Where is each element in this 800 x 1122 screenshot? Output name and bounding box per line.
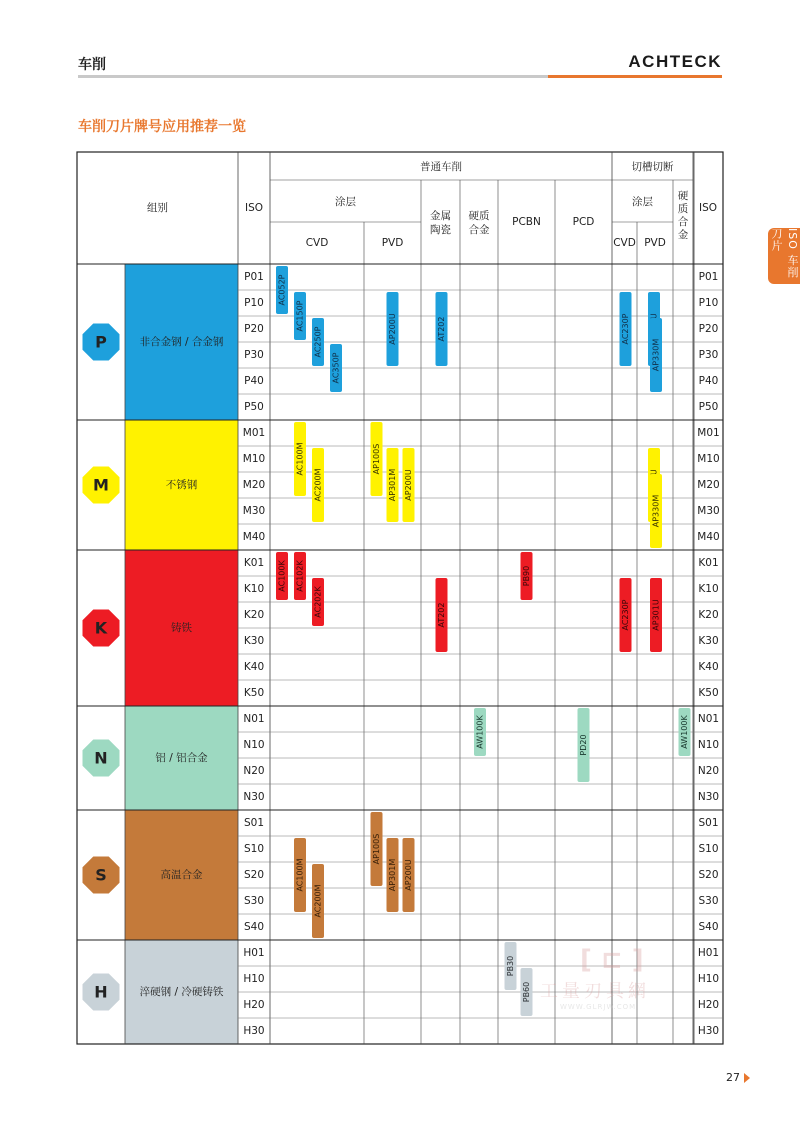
iso-code-left: S01 [243,817,265,829]
grade-bar [371,422,383,496]
grade-label: AW100K [680,715,689,749]
iso-code-right: N20 [697,765,720,777]
grade-label: PB30 [506,955,515,977]
grade-bar [276,266,288,314]
iso-code-right: S01 [698,817,719,829]
group-letter: K [94,618,108,638]
iso-code-right: P01 [698,271,719,283]
grade-label: AC102K [295,560,305,592]
group-name: 不锈钢 [165,479,198,491]
header-pcd: PCD [572,216,595,228]
grade-bar [312,448,324,522]
iso-code-left: M30 [242,505,266,517]
iso-code-left: K20 [243,609,265,621]
iso-code-left: P20 [244,323,264,335]
header-grooving-carbide: 金 [677,229,689,241]
iso-code-left: M10 [242,453,266,465]
iso-code-left: N10 [243,739,265,751]
header-pvd: PVD [381,237,404,249]
iso-code-left: P30 [244,349,264,361]
grade-label: AC230P [621,599,630,631]
grade-label: AC052P [277,274,287,306]
group-letter: N [94,748,108,768]
iso-code-right: P20 [698,323,719,335]
grade-bar [387,838,399,912]
grade-bar [650,474,662,548]
grade-bar [294,292,306,340]
iso-code-left: M20 [242,479,266,491]
brand-logo: ACHTECK [628,52,722,71]
grade-bar [294,422,306,496]
grade-label: AP100S [372,833,381,865]
header-general-turning: 普通车削 [420,161,462,173]
grade-bar [436,578,448,652]
grade-label: AP301U [651,599,661,631]
grade-bar [403,838,415,912]
page-title: 车削刀片牌号应用推荐一览 [78,119,246,135]
grade-label: AT202 [437,316,446,342]
iso-code-right: S20 [698,869,719,881]
header-grooving: 切槽切断 [631,161,674,173]
iso-code-left: H01 [243,947,265,959]
iso-code-right: H01 [697,947,720,959]
grade-bar [620,578,632,652]
group-letter: H [94,982,108,1002]
grade-bar [521,552,533,600]
header-grooving-pvd: PVD [644,237,666,249]
iso-code-right: M01 [697,427,720,439]
grade-bar [620,292,632,366]
iso-code-right: K20 [698,609,719,621]
iso-code-right: N30 [697,791,720,803]
grade-label: PB90 [522,565,531,587]
grade-bar [276,552,288,600]
header-carbide: 合金 [468,224,490,236]
iso-code-right: P50 [698,401,719,413]
grade-bar [371,812,383,886]
watermark [520,945,700,1015]
group-letter: M [93,475,109,495]
iso-code-left: S10 [243,843,265,855]
grade-bar [294,838,306,912]
grade-label: AC250P [313,326,323,358]
grade-label: AP330M [651,338,661,372]
iso-code-left: K01 [243,557,265,569]
iso-code-right: P10 [698,297,719,309]
grade-bar [312,864,324,938]
grade-label: AP200U [404,469,413,501]
iso-code-right: S40 [698,921,719,933]
grade-bar [294,552,306,600]
iso-code-right: H30 [697,1025,720,1037]
iso-code-left: K10 [243,583,265,595]
group-name: 淬硬钢 / 冷硬铸铁 [139,986,224,998]
iso-code-right: M30 [697,505,720,517]
grade-label: AC350P [331,352,341,384]
header-cermet: 陶瓷 [430,224,451,236]
grade-bar [387,292,399,366]
iso-code-right: N01 [697,713,720,725]
header-iso-right: ISO [698,202,718,214]
iso-code-right: K30 [698,635,719,647]
header-grooving-carbide: 质 [677,203,689,215]
grade-label: PD20 [579,734,588,756]
grade-label: AT202 [437,602,446,628]
watermark-url: WWW.GLRJW.COM [560,1003,637,1011]
grade-label: AC200M [313,468,323,502]
grade-label: AW100K [475,715,485,749]
header-grooving-coating: 涂层 [632,196,653,208]
group-letter: S [95,865,107,885]
header-group: 组别 [147,202,168,214]
iso-code-left: S30 [243,895,265,907]
grade-bar [403,448,415,522]
grade-bar [312,318,324,366]
grade-bar [330,344,342,392]
grade-label: PB60 [522,981,531,1003]
grade-bar [387,448,399,522]
grade-bar [679,708,691,756]
iso-code-right: K01 [698,557,719,569]
iso-code-left: P50 [244,401,264,413]
iso-code-left: K30 [243,635,265,647]
group-name: 铸铁 [171,622,192,634]
header-grooving-carbide: 硬 [677,190,689,202]
iso-code-left: K40 [243,661,265,673]
iso-code-left: H10 [243,973,265,985]
iso-code-right: H10 [697,973,720,985]
iso-code-right: M10 [697,453,720,465]
grade-bar [578,708,590,782]
next-page-arrow-icon[interactable] [744,1073,750,1083]
grade-label: AC150P [295,300,305,332]
iso-code-right: M40 [697,531,720,543]
side-tab-label: ISO 车削刀片 [770,228,799,279]
grade-label: AP200U [388,313,397,345]
iso-code-left: M40 [242,531,266,543]
group-name: 非合金钢 / 合金钢 [139,336,224,348]
iso-code-right: M20 [697,479,720,491]
page-number: 27 [726,1071,740,1084]
header-carbide: 硬质 [468,210,490,222]
iso-code-right: H20 [697,999,720,1011]
iso-code-left: S20 [243,869,265,881]
iso-code-left: H20 [243,999,265,1011]
header-grooving-carbide: 合 [677,216,689,228]
watermark-logo-icon: [ ⊏ ] [580,945,644,975]
header-pcbn: PCBN [512,216,541,228]
header-cermet: 金属 [430,210,451,222]
grade-label: AP200U [404,859,413,891]
iso-code-left: P10 [244,297,264,309]
grade-label: AP301M [388,858,397,892]
grade-bar [312,578,324,626]
group-name: 高温合金 [160,869,203,881]
grade-label: AP301M [388,468,397,502]
iso-code-left: P01 [244,271,264,283]
header-iso-left: ISO [244,202,264,214]
iso-code-left: S40 [243,921,265,933]
iso-code-left: K50 [243,687,265,699]
iso-code-right: S30 [698,895,719,907]
grade-bar [650,318,662,392]
grade-bar [505,942,517,990]
iso-code-right: P40 [698,375,719,387]
iso-code-right: S10 [698,843,719,855]
section-title: 车削 [78,57,106,73]
header-cvd: CVD [305,237,329,249]
iso-code-left: N20 [243,765,265,777]
iso-code-left: N01 [243,713,265,725]
grade-bar [650,578,662,652]
grade-label: AP330M [651,494,661,528]
iso-code-right: N10 [697,739,720,751]
iso-code-right: K10 [698,583,719,595]
iso-code-right: K40 [698,661,719,673]
watermark-text: 工量刃具網 [540,981,650,1002]
group-letter: P [95,332,107,352]
grade-bar [474,708,486,756]
grade-label: AC230P [621,313,630,345]
grade-label: AC100M [295,442,305,476]
header-coating: 涂层 [335,196,356,208]
iso-code-left: N30 [243,791,265,803]
grade-label: AC100K [277,560,287,592]
grade-label: AC202K [313,586,323,618]
grade-label: AC200M [313,884,323,918]
grade-label: AP100S [372,443,381,475]
iso-code-right: K50 [698,687,719,699]
grade-label: AC100M [295,858,305,892]
grade-bar [436,292,448,366]
iso-code-left: P40 [244,375,264,387]
header-grooving-cvd: CVD [613,237,636,249]
iso-code-left: M01 [242,427,266,439]
iso-code-left: H30 [243,1025,265,1037]
iso-code-right: P30 [698,349,719,361]
group-name: 铝 / 铝合金 [155,752,208,764]
